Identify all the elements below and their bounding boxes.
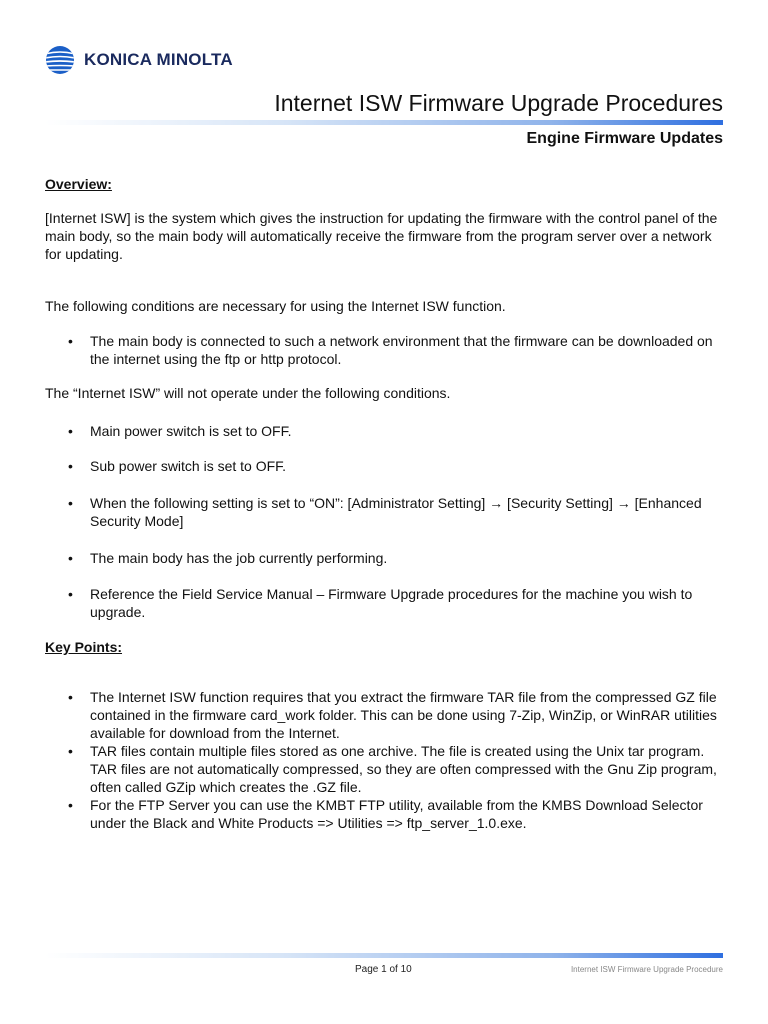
document-body bbox=[45, 175, 725, 832]
list-item: • The main body is connected to such a network environment that the firmware can be downloaded on the internet using the ftp or http protocol. bbox=[45, 332, 725, 368]
konica-minolta-logo bbox=[45, 45, 233, 75]
not-operate-intro: The “Internet ISW” will not operate under the following conditions. bbox=[45, 385, 451, 401]
list-item: • TAR files contain multiple files stored as one archive. The file is created using the Unix tar program. TAR files are not automatically compressed, so they are often compressed with the Gnu Zip program, often called GZip which creates the .GZ file. bbox=[45, 742, 725, 796]
list-item: • When the following setting is set to “ON”: [Administrator Setting] → [Security Setting] → [Enhanced Security Mode] bbox=[45, 494, 725, 530]
overview-heading: Overview: bbox=[45, 176, 112, 192]
conditions-list bbox=[45, 332, 725, 368]
not-operate-list bbox=[45, 422, 725, 621]
footer-document-name: Internet ISW Firmware Upgrade Procedure bbox=[570, 965, 723, 974]
header-divider bbox=[45, 120, 723, 125]
document-title: Internet ISW Firmware Upgrade Procedures bbox=[274, 90, 723, 116]
overview-paragraph: [Internet ISW] is the system which gives the instruction for updating the firmware with the control panel of the main body, so the main body will automatically receive the firmware from the program server over a network for updating. bbox=[45, 210, 718, 262]
list-item: • Reference the Field Service Manual – Firmware Upgrade procedures for the machine you wish to upgrade. bbox=[45, 585, 725, 621]
list-item: • The Internet ISW function requires that you extract the firmware TAR file from the compressed GZ file contained in the firmware card_work folder. This can be done using 7-Zip, WinZip, or WinRAR utilities available for download from the Internet. bbox=[45, 688, 725, 742]
list-item: • Main power switch is set to OFF. bbox=[45, 422, 725, 440]
list-item: • The main body has the job currently performing. bbox=[45, 549, 725, 567]
conditions-intro: The following conditions are necessary for using the Internet ISW function. bbox=[45, 298, 506, 314]
page-number: Page 1 of 10 bbox=[355, 964, 412, 975]
key-points-list bbox=[45, 688, 725, 832]
brand-name: KONICA MINOLTA bbox=[84, 50, 233, 69]
footer-divider bbox=[45, 953, 723, 958]
list-item: • Sub power switch is set to OFF. bbox=[45, 457, 725, 475]
key-points-heading: Key Points: bbox=[45, 639, 123, 655]
globe-icon bbox=[45, 45, 75, 75]
list-item: • For the FTP Server you can use the KMBT FTP utility, available from the KMBS Download Selector under the Black and White Products => Utilities => ftp_server_1.0.exe. bbox=[45, 796, 725, 832]
document-subtitle: Engine Firmware Updates bbox=[526, 130, 723, 147]
